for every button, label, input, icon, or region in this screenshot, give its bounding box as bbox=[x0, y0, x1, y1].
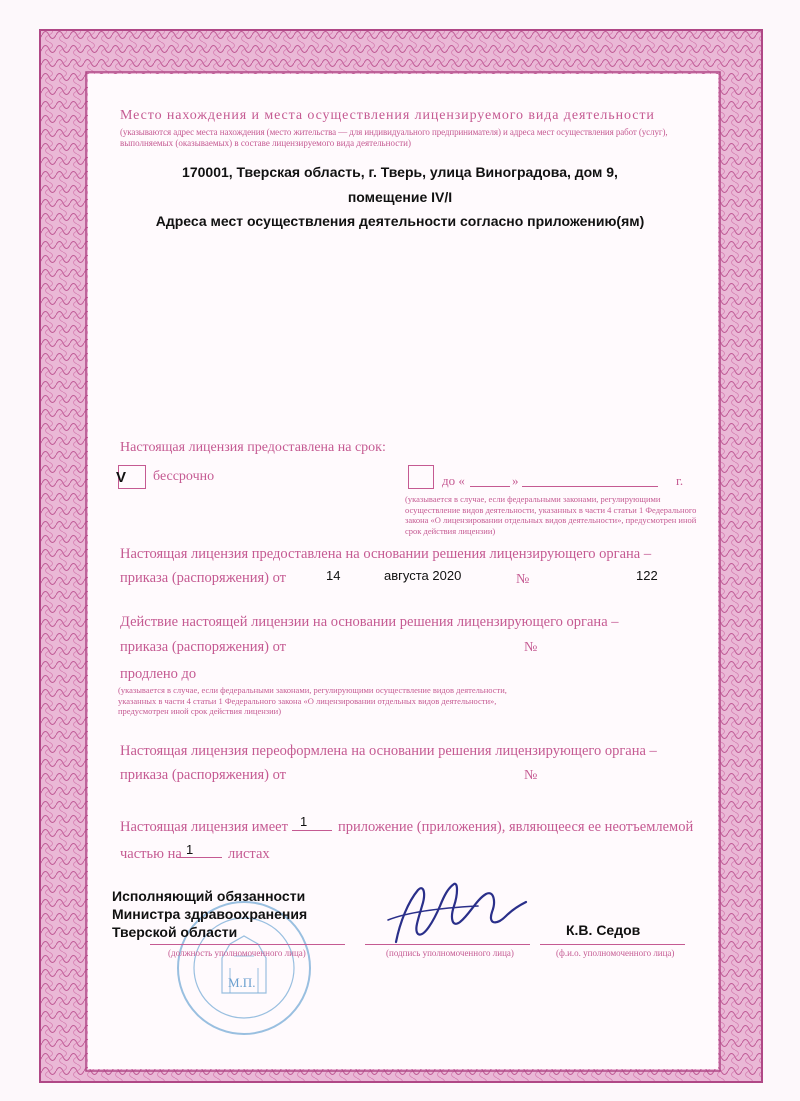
position-line bbox=[150, 944, 345, 945]
location-hint-1: (указываются адрес места нахождения (место жительства — для индивидуального предпринимателя) и адреса мест осуществления работ (услуг), bbox=[120, 127, 668, 137]
extension-number-sign: № bbox=[524, 640, 538, 655]
name-line bbox=[540, 944, 685, 945]
signature-hint: (подпись уполномоченного лица) bbox=[386, 948, 514, 958]
annex-line-2-suffix: листах bbox=[228, 846, 270, 862]
until-hint: (указывается в случае, если федеральными законами, регулирующими осуществление видов деятельности, указанных в части 4 статьи 1 Федерального закона «О лицензировании отдельных видов деятельности», предусмотрен иной срок действия лицензии) bbox=[405, 494, 697, 536]
until-mid: » bbox=[512, 473, 519, 488]
annex-line-2-prefix: частью на bbox=[120, 846, 182, 862]
address-line-2: помещение IV/I bbox=[347, 189, 453, 205]
signer-name: К.В. Седов bbox=[566, 922, 641, 938]
address-line-1: 170001, Тверская область, г. Тверь, улица Виноградова, дом 9, bbox=[182, 164, 618, 180]
reissue-line-1: Настоящая лицензия переоформлена на основании решения лицензирующего органа – bbox=[120, 743, 657, 759]
name-hint: (ф.и.о. уполномоченного лица) bbox=[556, 948, 675, 958]
reissue-line-2: приказа (распоряжения) от bbox=[120, 767, 286, 783]
unlimited-check-mark: V bbox=[116, 469, 127, 486]
basis-line-2: приказа (распоряжения) от bbox=[120, 570, 286, 586]
extension-line-2: приказа (распоряжения) от bbox=[120, 639, 286, 655]
basis-number-sign: № bbox=[516, 572, 530, 587]
until-checkbox bbox=[408, 465, 434, 489]
annex-sheets: 1 bbox=[186, 842, 194, 857]
location-heading: Место нахождения и места осуществления лицензируемого вида деятельности bbox=[120, 108, 655, 123]
reissue-number-sign: № bbox=[524, 768, 538, 783]
stamp-text: М.П. bbox=[228, 975, 256, 990]
handwritten-signature bbox=[378, 872, 538, 954]
annex-count: 1 bbox=[300, 814, 308, 829]
until-suffix: г. bbox=[676, 473, 684, 488]
until-prefix: до « bbox=[442, 473, 465, 488]
address-line-3: Адреса мест осуществления деятельности согласно приложению(ям) bbox=[155, 213, 645, 229]
basis-number: 122 bbox=[636, 568, 658, 583]
annex-line-1-prefix: Настоящая лицензия имеет bbox=[120, 819, 288, 835]
extended-label: продлено до bbox=[120, 666, 197, 682]
position-line-3: Тверской области bbox=[112, 924, 238, 940]
basis-day: 14 bbox=[326, 568, 341, 583]
basis-month-year: августа 2020 bbox=[384, 568, 462, 583]
term-heading: Настоящая лицензия предоставлена на срок: bbox=[120, 440, 386, 455]
signature-line bbox=[365, 944, 530, 945]
extension-line-1: Действие настоящей лицензии на основании решения лицензирующего органа – bbox=[120, 614, 619, 630]
position-line-2: Министра здравоохранения bbox=[112, 906, 308, 922]
annex-sheets-line bbox=[177, 857, 222, 858]
position-line-1: Исполняющий обязанности bbox=[112, 888, 306, 904]
location-hint-2: выполняемых (оказываемых) в составе лицензируемого вида деятельности) bbox=[120, 138, 411, 148]
extension-hint: (указывается в случае, если федеральными законами, регулирующими осуществление видов деятельности, указанных в части 4 статьи 1 Федерального закона «О лицензировании отдельных видов деятельности», предусмотрен иной срок действия лицензии) bbox=[118, 685, 507, 716]
until-day-line bbox=[470, 486, 510, 487]
until-month-line bbox=[522, 486, 658, 487]
annex-count-line bbox=[292, 830, 332, 831]
position-hint: (должность уполномоченного лица) bbox=[168, 948, 306, 958]
basis-line-1: Настоящая лицензия предоставлена на основании решения лицензирующего органа – bbox=[120, 546, 652, 562]
annex-line-1-suffix: приложение (приложения), являющееся ее неотъемлемой bbox=[338, 819, 694, 835]
unlimited-label: бессрочно bbox=[153, 469, 215, 484]
